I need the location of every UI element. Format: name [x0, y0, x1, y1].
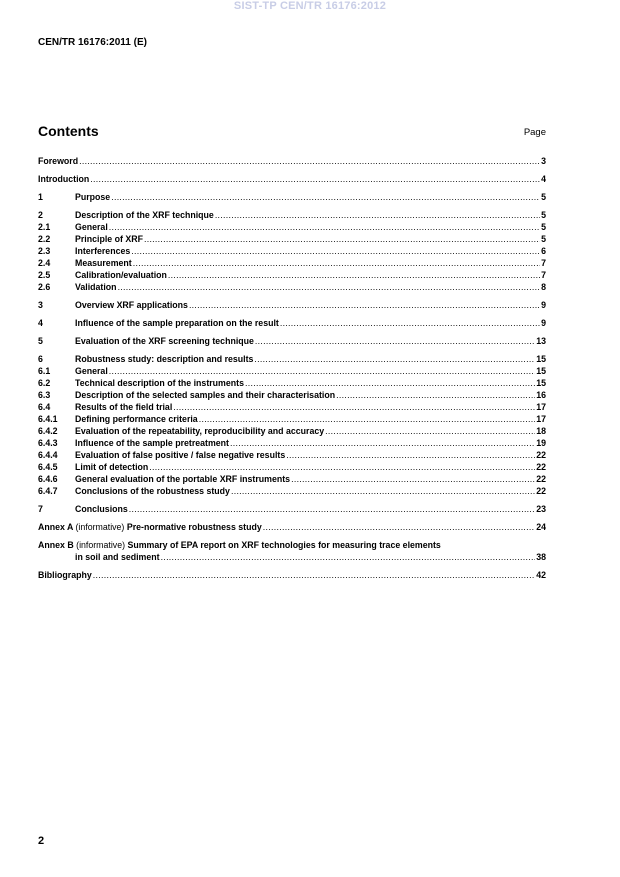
toc-entry-6-1[interactable]	[38, 365, 546, 377]
toc-leader	[149, 461, 535, 473]
toc-leader	[133, 257, 540, 269]
toc-page: 15	[536, 366, 546, 376]
toc-number: 6.4.5	[38, 462, 58, 472]
toc-number: 2.2	[38, 234, 51, 244]
toc-entry-annex-b[interactable]	[38, 539, 546, 551]
annex-title: Pre-normative robustness study	[126, 522, 262, 532]
toc-leader	[286, 449, 535, 461]
toc-title: Robustness study: description and results	[75, 354, 254, 364]
toc-entry-6-4-1[interactable]	[38, 413, 546, 425]
toc-entry-2-5[interactable]	[38, 269, 546, 281]
toc-page: 5	[541, 234, 546, 244]
toc-number: 2.6	[38, 282, 51, 292]
toc-page: 8	[541, 282, 546, 292]
toc-entry-2-2[interactable]	[38, 233, 546, 245]
page-number: 2	[38, 835, 45, 847]
toc-title: Description of the XRF technique	[75, 210, 214, 220]
toc-number: 2.5	[38, 270, 51, 280]
toc-title: Description of the selected samples and their characterisation	[75, 390, 336, 400]
toc-number: 1	[38, 192, 43, 202]
toc-entry-6-4-5[interactable]	[38, 461, 546, 473]
toc-title: Limit of detection	[75, 462, 149, 472]
toc-leader	[263, 521, 535, 533]
toc-title: Influence of the sample pretreatment	[75, 438, 229, 448]
page-column-label: Page	[523, 127, 546, 138]
toc-entry-6-2[interactable]	[38, 377, 546, 389]
toc-page: 17	[536, 402, 546, 412]
toc-leader	[199, 413, 536, 425]
toc-page: 18	[536, 426, 546, 436]
toc-leader	[131, 245, 540, 257]
toc-leader	[144, 233, 540, 245]
toc-title: Principle of XRF	[75, 234, 143, 244]
toc-number: 6.4.3	[38, 438, 58, 448]
toc-title: Conclusions of the robustness study	[75, 486, 230, 496]
document-reference: CEN/TR 16176:2011 (E)	[38, 37, 147, 48]
toc-page: 13	[536, 336, 546, 346]
toc-page: 42	[536, 570, 546, 580]
toc-leader	[168, 269, 540, 281]
toc-leader	[129, 503, 535, 515]
toc-entry-6-4-2[interactable]	[38, 425, 546, 437]
toc-page: 9	[541, 318, 546, 328]
toc-entry-2-4[interactable]	[38, 257, 546, 269]
toc-page: 5	[541, 210, 546, 220]
toc-entry-7[interactable]	[38, 503, 546, 515]
toc-entry-2-1[interactable]	[38, 221, 546, 233]
toc-title: General	[75, 222, 108, 232]
annex-kind: (informative)	[75, 522, 125, 532]
toc-leader	[90, 173, 540, 185]
toc-title: Interferences	[75, 246, 131, 256]
toc-title	[38, 521, 262, 533]
toc-title: Technical description of the instruments	[75, 378, 244, 388]
toc-entry-bibliography[interactable]	[38, 569, 546, 581]
toc-entry-6[interactable]	[38, 353, 546, 365]
toc-entry-introduction[interactable]	[38, 173, 546, 185]
toc-title: Results of the field trial	[75, 402, 173, 412]
toc-number: 5	[38, 336, 43, 346]
toc-number: 2.4	[38, 258, 51, 268]
toc-title: General evaluation of the portable XRF instruments	[75, 474, 291, 484]
toc-title: Bibliography	[38, 570, 92, 580]
toc-number: 6.4	[38, 402, 51, 412]
toc-leader	[325, 425, 535, 437]
toc-leader	[254, 353, 535, 365]
toc-title: in soil and sediment	[75, 552, 160, 562]
toc-leader	[109, 365, 535, 377]
toc-page: 9	[541, 300, 546, 310]
toc-title: Introduction	[38, 174, 90, 184]
annex-kind: (informative)	[76, 540, 126, 550]
toc-number: 7	[38, 504, 43, 514]
toc-number: 4	[38, 318, 43, 328]
toc-leader	[215, 209, 540, 221]
toc-entry-1[interactable]	[38, 191, 546, 203]
annex-label: Annex A	[38, 522, 74, 532]
toc-leader	[79, 155, 540, 167]
toc-number: 6	[38, 354, 43, 364]
toc-page: 4	[541, 174, 546, 184]
toc-title: Overview XRF applications	[75, 300, 188, 310]
toc-number: 6.4.4	[38, 450, 58, 460]
toc-number: 6.3	[38, 390, 51, 400]
toc-page: 22	[536, 474, 546, 484]
toc-title: Conclusions	[75, 504, 128, 514]
toc-entry-2-6[interactable]	[38, 281, 546, 293]
toc-number: 6.4.7	[38, 486, 58, 496]
toc-page: 7	[541, 258, 546, 268]
toc-page: 15	[536, 354, 546, 364]
toc-page: 5	[541, 192, 546, 202]
toc-title: Purpose	[75, 192, 111, 202]
toc-page: 16	[536, 390, 546, 400]
toc-entry-5[interactable]	[38, 335, 546, 347]
toc-number: 2.1	[38, 222, 51, 232]
toc-number: 3	[38, 300, 43, 310]
toc-leader	[93, 569, 535, 581]
toc-leader	[255, 335, 535, 347]
toc-leader	[280, 317, 540, 329]
toc-title: Evaluation of the repeatability, reproducibility and accuracy	[75, 426, 325, 436]
toc-leader	[336, 389, 535, 401]
toc-page: 23	[536, 504, 546, 514]
toc-title: Measurement	[75, 258, 132, 268]
toc-page: 6	[541, 246, 546, 256]
toc-title: Defining performance criteria	[75, 414, 198, 424]
toc-entry-annex-a[interactable]	[38, 521, 546, 533]
toc-page: 19	[536, 438, 546, 448]
toc-leader	[189, 299, 540, 311]
toc-title: Validation	[75, 282, 117, 292]
toc-page: 22	[536, 486, 546, 496]
toc-number: 2.3	[38, 246, 51, 256]
toc-entry-6-3[interactable]	[38, 389, 546, 401]
contents-heading: Contents	[38, 123, 99, 139]
toc-page: 22	[536, 450, 546, 460]
toc-leader	[111, 191, 540, 203]
toc-number: 6.4.1	[38, 414, 58, 424]
toc-number: 6.4.6	[38, 474, 58, 484]
toc-title: Foreword	[38, 156, 79, 166]
toc-leader	[291, 473, 535, 485]
toc-leader	[118, 281, 541, 293]
toc-entry-2[interactable]	[38, 209, 546, 221]
toc-entry-4[interactable]	[38, 317, 546, 329]
toc-entry-6-4-6[interactable]	[38, 473, 546, 485]
toc-page: 17	[536, 414, 546, 424]
toc-leader	[109, 221, 540, 233]
toc-number: 2	[38, 210, 43, 220]
toc-title: Evaluation of the XRF screening technique	[75, 336, 254, 346]
toc-entry-6-4-4[interactable]	[38, 449, 546, 461]
toc-number: 6.4.2	[38, 426, 58, 436]
toc-leader	[231, 485, 535, 497]
toc-page: 22	[536, 462, 546, 472]
annex-label: Annex B	[38, 540, 74, 550]
toc-leader	[230, 437, 535, 449]
table-of-contents	[38, 155, 546, 581]
toc-page: 3	[541, 156, 546, 166]
toc-entry-annex-b-continued[interactable]	[38, 551, 546, 563]
toc-title: Calibration/evaluation	[75, 270, 167, 280]
toc-page: 38	[536, 552, 546, 562]
toc-entry-3[interactable]	[38, 299, 546, 311]
toc-page: 24	[536, 522, 546, 532]
toc-page: 5	[541, 222, 546, 232]
toc-title: General	[75, 366, 108, 376]
toc-leader	[245, 377, 535, 389]
toc-page: 15	[536, 378, 546, 388]
toc-title: Evaluation of false positive / false negative results	[75, 450, 286, 460]
toc-entry-2-3[interactable]	[38, 245, 546, 257]
toc-number: 6.1	[38, 366, 51, 376]
toc-title: Influence of the sample preparation on the result	[75, 318, 279, 328]
watermark: SIST-TP CEN/TR 16176:2012	[233, 0, 387, 12]
toc-number: 6.2	[38, 378, 51, 388]
toc-entry-6-4-3[interactable]	[38, 437, 546, 449]
toc-entry-6-4[interactable]	[38, 401, 546, 413]
toc-page: 7	[541, 270, 546, 280]
toc-entry-6-4-7[interactable]	[38, 485, 546, 497]
toc-leader	[161, 551, 536, 563]
toc-leader	[173, 401, 535, 413]
toc-entry-foreword[interactable]	[38, 155, 546, 167]
annex-title: Summary of EPA report on XRF technologies for measuring trace elements	[127, 540, 441, 550]
